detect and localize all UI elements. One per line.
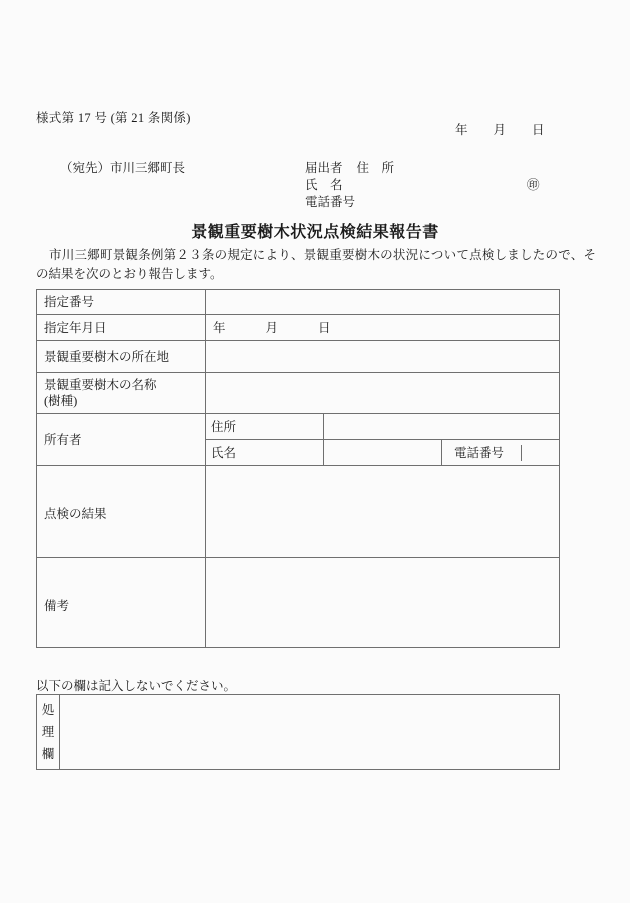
header-date-day: 日 <box>532 123 545 137</box>
owner-tel-group <box>442 440 560 466</box>
label-tree-name-line2: (樹種) <box>44 394 78 408</box>
table-row <box>37 466 560 558</box>
table-row <box>37 558 560 648</box>
value-owner-name[interactable] <box>324 440 442 466</box>
header-date-month: 月 <box>493 123 507 137</box>
submitter-address-row <box>305 160 394 177</box>
value-tree-name[interactable] <box>206 373 560 414</box>
lead-paragraph: 市川三郷町景観条例第２３条の規定により、景観重要樹木の状況について点検しましたので、その結果を次のとおり報告します。 <box>36 248 596 281</box>
value-processing-area[interactable] <box>60 695 560 770</box>
value-designation-date[interactable] <box>206 315 560 341</box>
submitter-name-label: 氏 名 <box>305 178 343 192</box>
table-row <box>37 695 560 770</box>
submitter-block <box>305 160 540 211</box>
page-title: 景観重要樹木状況点検結果報告書 <box>191 224 439 241</box>
label-designation-number: 指定番号 <box>37 290 206 315</box>
value-designation-number[interactable] <box>206 290 560 315</box>
form-number: 様式第 17 号 (第 21 条関係) <box>36 111 191 125</box>
label-tree-location: 景観重要樹木の所在地 <box>37 341 206 373</box>
designation-date-day: 日 <box>318 320 331 335</box>
submitter-tel-row <box>305 194 394 211</box>
value-owner-tel[interactable] <box>522 445 553 461</box>
processing-label-char-2: 理 <box>41 725 55 739</box>
value-remarks[interactable] <box>206 558 560 648</box>
do-not-fill-note: 以下の欄は記入しないでください。 <box>36 679 237 693</box>
table-row <box>37 414 560 440</box>
table-row <box>37 290 560 315</box>
processing-label-char-3: 欄 <box>41 747 55 761</box>
value-owner-address[interactable] <box>324 414 560 440</box>
submitter-prefix: 届出者 <box>305 161 343 175</box>
label-tree-name <box>37 373 206 414</box>
label-inspection-result: 点検の結果 <box>37 466 206 558</box>
submitter-tel-label: 電話番号 <box>305 195 356 209</box>
label-owner: 所有者 <box>37 414 206 466</box>
label-processing-column <box>37 695 60 770</box>
table-row <box>37 315 560 341</box>
label-tree-name-line1: 景観重要樹木の名称 <box>44 378 157 392</box>
addressee: （宛先）市川三郷町長 <box>60 161 186 175</box>
label-owner-address: 住所 <box>206 414 324 440</box>
submitter-name-row <box>305 177 540 194</box>
report-table <box>36 289 560 648</box>
designation-date-month: 月 <box>265 320 279 335</box>
processing-table <box>36 694 560 770</box>
label-owner-tel: 電話番号 <box>449 445 522 461</box>
label-owner-name: 氏名 <box>206 440 324 466</box>
processing-label-char-1: 処 <box>41 703 55 717</box>
value-tree-location[interactable] <box>206 341 560 373</box>
header-date-line <box>455 120 545 138</box>
header-date-year: 年 <box>455 123 468 137</box>
submitter-address-label: 住 所 <box>356 161 395 175</box>
label-remarks: 備考 <box>37 558 206 648</box>
table-row <box>37 373 560 414</box>
seal-icon: ㊞ <box>527 178 540 192</box>
designation-date-year: 年 <box>213 320 226 335</box>
table-row <box>37 341 560 373</box>
value-inspection-result[interactable] <box>206 466 560 558</box>
label-designation-date: 指定年月日 <box>37 315 206 341</box>
